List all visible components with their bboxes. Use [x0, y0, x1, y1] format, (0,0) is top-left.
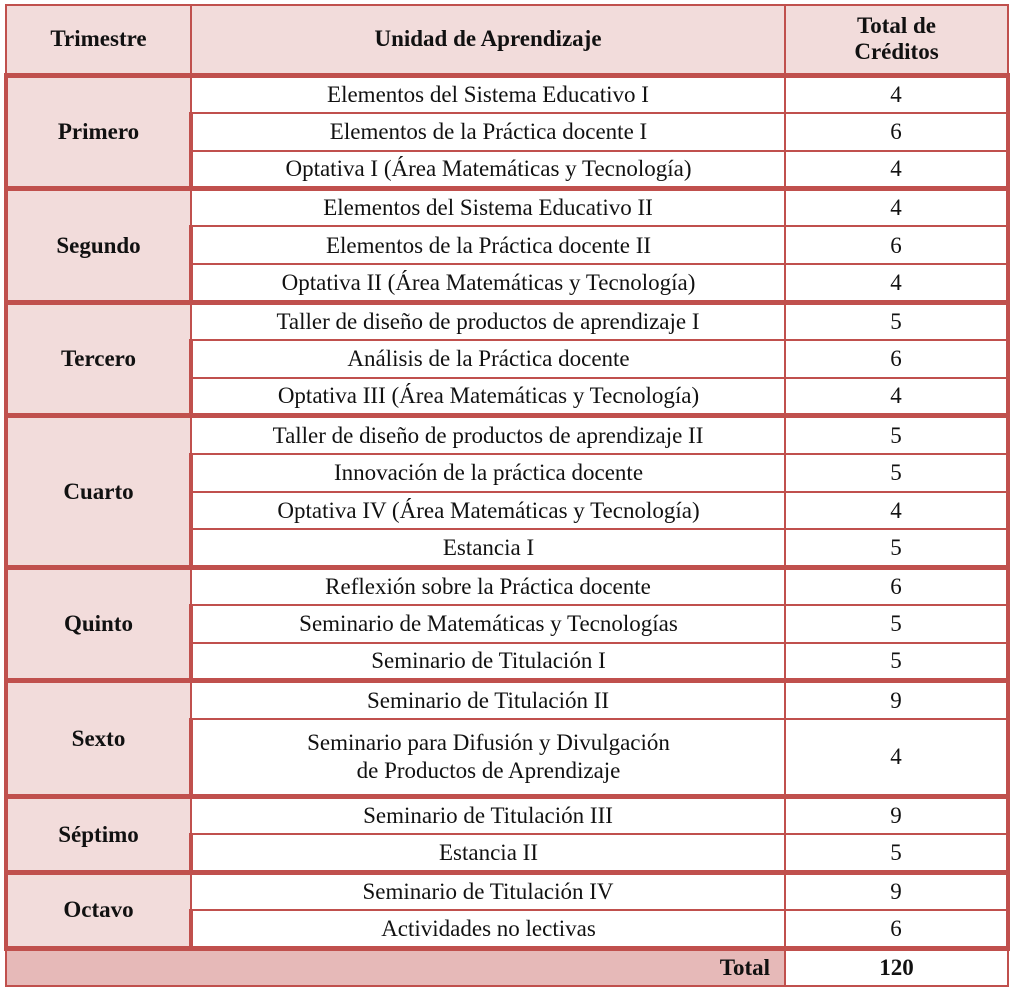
unit-name: Seminario de Titulación II — [191, 681, 785, 719]
credits-value: 6 — [785, 226, 1008, 264]
term-group — [6, 75, 1008, 189]
table-row — [6, 416, 1008, 454]
term-name: Primero — [6, 75, 191, 189]
total-row — [6, 948, 1008, 986]
credits-value: 9 — [785, 681, 1008, 719]
header-credits-line2: Créditos — [854, 39, 939, 65]
credits-value: 4 — [785, 719, 1008, 797]
credits-value: 5 — [785, 643, 1008, 681]
unit-name: Estancia II — [191, 834, 785, 872]
curriculum-table — [4, 4, 1010, 987]
term-group — [6, 302, 1008, 416]
credits-value: 4 — [785, 151, 1008, 189]
credits-value: 5 — [785, 302, 1008, 340]
credits-value: 4 — [785, 492, 1008, 530]
credits-value: 4 — [785, 264, 1008, 302]
credits-value: 5 — [785, 834, 1008, 872]
unit-name: Análisis de la Práctica docente — [191, 340, 785, 378]
credits-value: 9 — [785, 872, 1008, 910]
credits-value: 6 — [785, 113, 1008, 151]
credits-value: 5 — [785, 529, 1008, 567]
unit-name: Elementos de la Práctica docente I — [191, 113, 785, 151]
unit-name: Taller de diseño de productos de aprendizaje II — [191, 416, 785, 454]
unit-name-line1: Seminario para Difusión y Divulgación — [307, 730, 670, 756]
unit-name: Estancia I — [191, 529, 785, 567]
term-name: Séptimo — [6, 797, 191, 873]
term-group — [6, 797, 1008, 873]
unit-name: Reflexión sobre la Práctica docente — [191, 567, 785, 605]
credits-value: 9 — [785, 797, 1008, 835]
credits-value: 5 — [785, 416, 1008, 454]
header-unit: Unidad de Aprendizaje — [191, 5, 785, 75]
unit-name: Optativa IV (Área Matemáticas y Tecnología) — [191, 492, 785, 530]
unit-name: Elementos del Sistema Educativo II — [191, 189, 785, 227]
unit-name: Seminario de Titulación III — [191, 797, 785, 835]
unit-name — [191, 719, 785, 797]
header-term: Trimestre — [6, 5, 191, 75]
term-group — [6, 681, 1008, 797]
total-label: Total — [6, 948, 785, 986]
term-group — [6, 416, 1008, 567]
table-row — [6, 872, 1008, 910]
term-name: Tercero — [6, 302, 191, 416]
total-value: 120 — [785, 948, 1008, 986]
table-row — [6, 75, 1008, 113]
credits-value: 4 — [785, 378, 1008, 416]
table-row — [6, 567, 1008, 605]
unit-name: Seminario de Titulación I — [191, 643, 785, 681]
term-name: Cuarto — [6, 416, 191, 567]
term-group — [6, 189, 1008, 303]
unit-name-line2: de Productos de Aprendizaje — [356, 757, 621, 783]
unit-name: Taller de diseño de productos de aprendizaje I — [191, 302, 785, 340]
term-name: Sexto — [6, 681, 191, 797]
unit-name: Optativa III (Área Matemáticas y Tecnología) — [191, 378, 785, 416]
term-name: Segundo — [6, 189, 191, 303]
table-row — [6, 681, 1008, 719]
unit-name: Seminario de Matemáticas y Tecnologías — [191, 605, 785, 643]
header-row — [6, 5, 1008, 75]
term-name: Quinto — [6, 567, 191, 681]
unit-name: Actividades no lectivas — [191, 910, 785, 948]
table-row — [6, 797, 1008, 835]
unit-name: Elementos del Sistema Educativo I — [191, 75, 785, 113]
header-credits-line1: Total de — [856, 12, 937, 38]
term-group — [6, 872, 1008, 948]
credits-value: 4 — [785, 75, 1008, 113]
unit-name: Optativa II (Área Matemáticas y Tecnología) — [191, 264, 785, 302]
credits-value: 5 — [785, 454, 1008, 492]
unit-name: Elementos de la Práctica docente II — [191, 226, 785, 264]
credits-value: 5 — [785, 605, 1008, 643]
table-row — [6, 302, 1008, 340]
credits-value: 6 — [785, 567, 1008, 605]
unit-name: Optativa I (Área Matemáticas y Tecnología) — [191, 151, 785, 189]
header-credits — [785, 5, 1008, 75]
table-row — [6, 189, 1008, 227]
credits-value: 6 — [785, 340, 1008, 378]
term-group — [6, 567, 1008, 681]
credits-value: 6 — [785, 910, 1008, 948]
unit-name: Innovación de la práctica docente — [191, 454, 785, 492]
term-name: Octavo — [6, 872, 191, 948]
unit-name: Seminario de Titulación IV — [191, 872, 785, 910]
credits-value: 4 — [785, 189, 1008, 227]
